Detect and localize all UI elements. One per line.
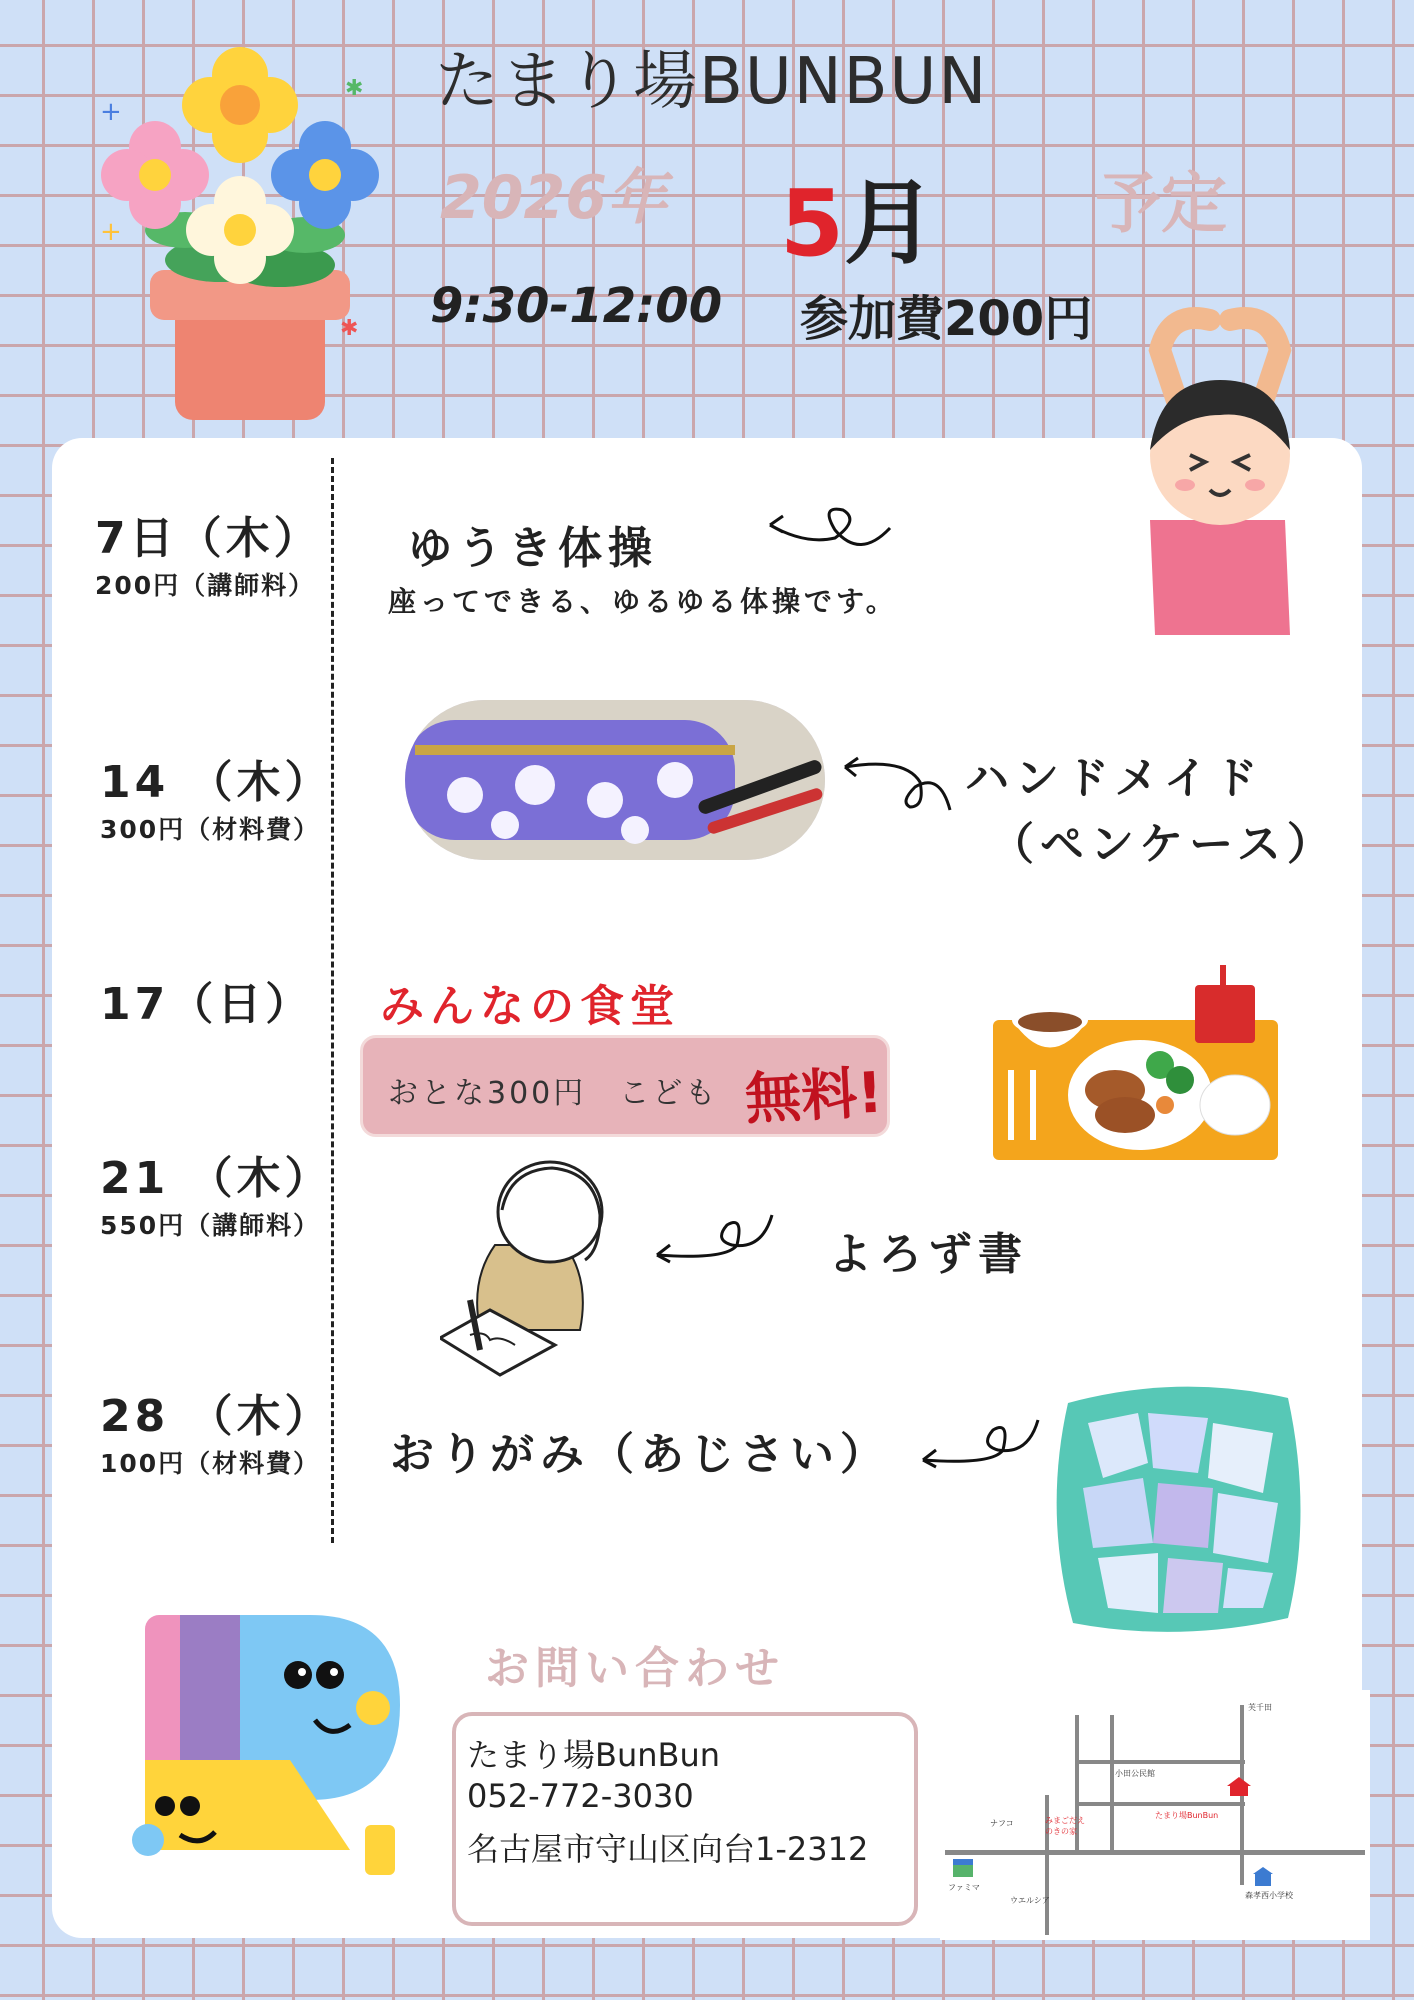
map-label: ナフコ (990, 1819, 1014, 1828)
map-label: ファミマ (948, 1883, 980, 1892)
event-subtitle: （ペンケース） (990, 819, 1337, 870)
event-description: 座ってできる、ゆるゆる体操です。 (388, 585, 898, 618)
map-label: みまごだえのきの家 (1045, 1816, 1085, 1836)
event-title: ゆうき体操 (408, 523, 658, 574)
pencil-case-photo (405, 700, 825, 860)
contact-address: 名古屋市守山区向台1-2312 (467, 1830, 869, 1868)
svg-text:+: + (100, 97, 122, 127)
event-price: 100円（材料費） (100, 1449, 321, 1478)
writing-girl-icon (440, 1160, 605, 1380)
month-label (780, 150, 936, 282)
event-date: 14 （木） (100, 757, 333, 808)
swirl-arrow-icon (652, 1210, 777, 1265)
svg-text:✱: ✱ (340, 316, 359, 341)
svg-text:+: + (100, 217, 122, 247)
month-suffix: 月 (844, 170, 937, 277)
map-label: 小田公民館 (1115, 1769, 1155, 1778)
event-date: 28 （木） (100, 1391, 333, 1442)
stretching-woman-icon (1110, 290, 1325, 650)
year-label: 2026年 (440, 163, 667, 233)
plan-label: 予定 (1095, 165, 1227, 242)
map-label: ウエルシア (1010, 1896, 1050, 1905)
event-date: 21 （木） (100, 1153, 333, 1204)
event-price: 550円（講師料） (100, 1211, 321, 1240)
store-icon (952, 1858, 974, 1878)
free-label: 無料! (743, 1060, 885, 1133)
event-date: 17（日） (100, 979, 314, 1030)
swirl-arrow-icon (918, 1415, 1043, 1470)
event-date: 7日（木） (95, 513, 322, 564)
map-label: 森孝西小学校 (1245, 1891, 1293, 1900)
flower-pot-icon (90, 45, 390, 435)
event-prices: おとな300円 こども (388, 1076, 719, 1111)
hydrangea-origami-photo (1048, 1383, 1310, 1638)
event-title: ハンドメイド (965, 753, 1264, 804)
map-label: 芙千田 (1248, 1703, 1272, 1712)
time-label: 9:30-12:00 (430, 278, 723, 334)
map-label: たまり場BunBun (1155, 1811, 1219, 1820)
svg-text:✱: ✱ (345, 76, 364, 101)
house-icon (1225, 1775, 1253, 1797)
page-title: たまり場BUNBUN (435, 45, 989, 119)
school-lunch-icon (990, 965, 1285, 1165)
event-title: よろず書 (828, 1229, 1028, 1280)
contact-heading: お問い合わせ (485, 1643, 785, 1694)
contact-name: たまり場BunBun (467, 1736, 721, 1774)
event-title: みんなの食堂 (380, 981, 680, 1032)
swirl-arrow-icon (765, 500, 895, 550)
location-map (940, 1690, 1370, 1940)
event-price: 300円（材料費） (100, 815, 321, 844)
swirl-arrow-icon (840, 752, 955, 812)
event-title: おりがみ（あじさい） (390, 1429, 890, 1480)
event-price: 200円（講師料） (95, 571, 316, 600)
logo-character-icon (130, 1610, 405, 1880)
contact-phone[interactable]: 052-772-3030 (467, 1777, 694, 1815)
school-icon (1252, 1866, 1274, 1888)
month-number: 5 (780, 170, 845, 277)
fee-label: 参加費200円 (800, 291, 1093, 347)
